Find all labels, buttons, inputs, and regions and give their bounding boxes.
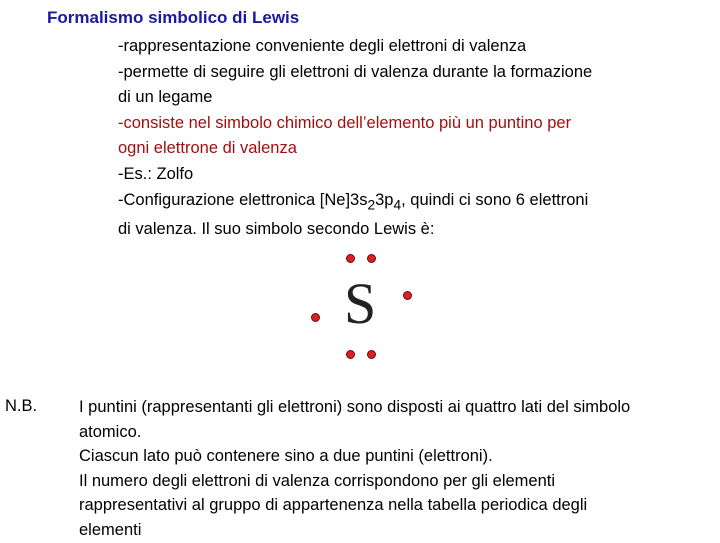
electron-dot-top-left bbox=[346, 254, 355, 263]
note-label: N.B. bbox=[5, 397, 38, 415]
note-line: rappresentativi al gruppo di appartenenza nella tabella periodica degli bbox=[79, 496, 588, 515]
point-configuration bbox=[118, 188, 678, 218]
electron-dot-right bbox=[403, 291, 412, 300]
config-sub-p: 4 bbox=[393, 196, 402, 212]
config-sub-s: 2 bbox=[367, 196, 376, 212]
point-lewis-intro: di valenza. Il suo simbolo secondo Lewis è: bbox=[118, 220, 435, 239]
point-definition-cont: ogni elettrone di valenza bbox=[118, 139, 297, 158]
note-line: I puntini (rappresentanti gli elettroni) sono disposti ai quattro lati del simbolo bbox=[79, 398, 631, 416]
point-example: -Es.: Zolfo bbox=[118, 164, 194, 183]
note-line: Il numero degli elettroni di valenza corrispondono per gli elementi bbox=[79, 471, 556, 490]
note-line: atomico. bbox=[79, 422, 142, 441]
config-mid: 3p bbox=[375, 190, 394, 209]
electron-dot-top-right bbox=[367, 254, 376, 263]
electron-dot-bottom-left bbox=[346, 350, 355, 359]
config-prefix: -Configurazione elettronica [Ne]3s bbox=[118, 190, 368, 209]
point-definition: -consiste nel simbolo chimico dell’elemento più un puntino per bbox=[118, 113, 572, 132]
element-symbol: S bbox=[344, 271, 377, 336]
slide-title: Formalismo simbolico di Lewis bbox=[47, 8, 300, 27]
point-representation: -rappresentazione conveniente degli elettroni di valenza bbox=[118, 37, 527, 55]
bullet-list bbox=[118, 34, 678, 243]
lewis-structure bbox=[300, 245, 430, 370]
point-bond-formation-cont: di un legame bbox=[118, 88, 213, 107]
electron-dot-bottom-right bbox=[367, 350, 376, 359]
config-suffix: , quindi ci sono 6 elettroni bbox=[401, 190, 589, 209]
note-text bbox=[79, 395, 699, 543]
point-bond-formation: -permette di seguire gli elettroni di valenza durante la formazione bbox=[118, 62, 593, 81]
note-line: elementi bbox=[79, 520, 142, 539]
electron-dot-left bbox=[311, 313, 320, 322]
note-line: Ciascun lato può contenere sino a due puntini (elettroni). bbox=[79, 447, 493, 466]
